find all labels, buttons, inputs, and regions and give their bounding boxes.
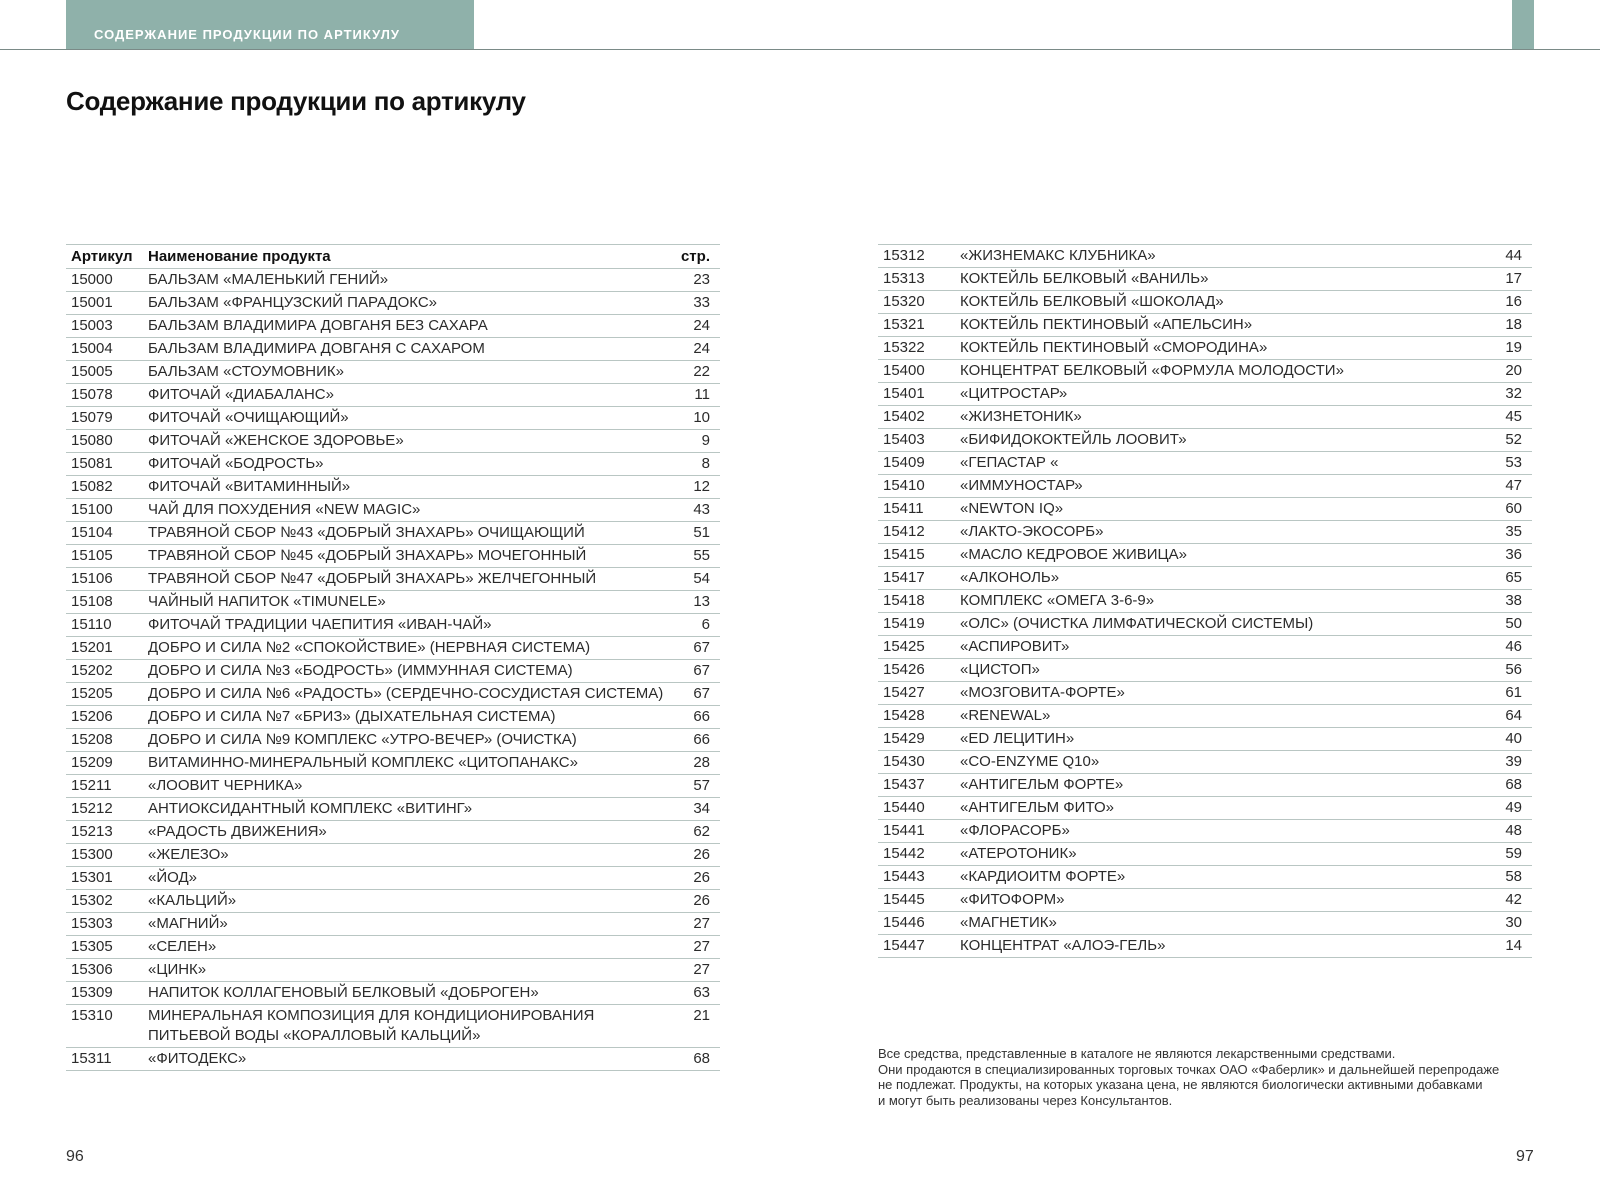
product-table-left xyxy=(66,244,720,1071)
product-name: КОКТЕЙЛЬ ПЕКТИНОВЫЙ «АПЕЛЬСИН» xyxy=(955,314,1477,337)
table-row xyxy=(66,338,720,361)
product-name: «ЖИЗНЕМАКС КЛУБНИКА» xyxy=(955,245,1477,268)
product-code: 15078 xyxy=(66,384,143,407)
product-code: 15081 xyxy=(66,453,143,476)
product-name: «ЖЕЛЕЗО» xyxy=(143,844,665,867)
product-code: 15302 xyxy=(66,890,143,913)
product-code: 15321 xyxy=(878,314,955,337)
product-code: 15401 xyxy=(878,383,955,406)
table-row xyxy=(878,866,1532,889)
product-code: 15001 xyxy=(66,292,143,315)
disclaimer xyxy=(878,1046,1528,1108)
column-header-name: Наименование продукта xyxy=(143,245,665,269)
page-number-left: 96 xyxy=(66,1148,84,1165)
product-name: АНТИОКСИДАНТНЫЙ КОМПЛЕКС «ВИТИНГ» xyxy=(143,798,665,821)
product-page: 55 xyxy=(665,545,720,568)
product-code: 15427 xyxy=(878,682,955,705)
product-code: 15412 xyxy=(878,521,955,544)
product-page: 27 xyxy=(665,913,720,936)
table-row xyxy=(66,775,720,798)
product-code: 15309 xyxy=(66,982,143,1005)
product-page: 48 xyxy=(1477,820,1532,843)
product-page: 49 xyxy=(1477,797,1532,820)
product-name: «ЦИТРОСТАР» xyxy=(955,383,1477,406)
table-row xyxy=(66,315,720,338)
table-row xyxy=(66,752,720,775)
product-name: БАЛЬЗАМ «ФРАНЦУЗСКИЙ ПАРАДОКС» xyxy=(143,292,665,315)
table-row xyxy=(878,797,1532,820)
product-code: 15442 xyxy=(878,843,955,866)
table-row xyxy=(878,498,1532,521)
column-header-code: Артикул xyxy=(66,245,143,269)
product-code: 15201 xyxy=(66,637,143,660)
product-page: 18 xyxy=(1477,314,1532,337)
page-title: Содержание продукции по артикулу xyxy=(66,86,526,116)
table-row xyxy=(878,843,1532,866)
product-page: 38 xyxy=(1477,590,1532,613)
product-name: ДОБРО И СИЛА №6 «РАДОСТЬ» (СЕРДЕЧНО-СОСУДИСТАЯ СИСТЕМА) xyxy=(143,683,665,706)
product-page: 21 xyxy=(665,1005,720,1048)
product-page: 26 xyxy=(665,867,720,890)
table-row xyxy=(878,659,1532,682)
product-page: 22 xyxy=(665,361,720,384)
product-code: 15429 xyxy=(878,728,955,751)
product-code: 15004 xyxy=(66,338,143,361)
product-page: 10 xyxy=(665,407,720,430)
product-name: ЧАЙНЫЙ НАПИТОК «TIMUNELE» xyxy=(143,591,665,614)
table-row xyxy=(66,890,720,913)
product-code: 15312 xyxy=(878,245,955,268)
section-header-tab xyxy=(66,0,474,50)
product-code: 15440 xyxy=(878,797,955,820)
product-name: КОНЦЕНТРАТ «АЛОЭ-ГЕЛЬ» xyxy=(955,935,1477,958)
product-page: 19 xyxy=(1477,337,1532,360)
product-page: 16 xyxy=(1477,291,1532,314)
product-code: 15209 xyxy=(66,752,143,775)
table-row xyxy=(66,430,720,453)
table-row xyxy=(878,682,1532,705)
product-page: 56 xyxy=(1477,659,1532,682)
table-row xyxy=(66,913,720,936)
product-page: 24 xyxy=(665,338,720,361)
product-page: 13 xyxy=(665,591,720,614)
table-row xyxy=(878,429,1532,452)
product-name: КОКТЕЙЛЬ ПЕКТИНОВЫЙ «СМОРОДИНА» xyxy=(955,337,1477,360)
product-name: «ЙОД» xyxy=(143,867,665,890)
product-name: КОКТЕЙЛЬ БЕЛКОВЫЙ «ШОКОЛАД» xyxy=(955,291,1477,314)
product-page: 51 xyxy=(665,522,720,545)
product-code: 15003 xyxy=(66,315,143,338)
product-code: 15202 xyxy=(66,660,143,683)
product-name: «ЦИСТОП» xyxy=(955,659,1477,682)
product-page: 44 xyxy=(1477,245,1532,268)
product-name: БАЛЬЗАМ «МАЛЕНЬКИЙ ГЕНИЙ» xyxy=(143,269,665,292)
product-name: КОМПЛЕКС «ОМЕГА 3-6-9» xyxy=(955,590,1477,613)
product-page: 67 xyxy=(665,660,720,683)
product-code: 15428 xyxy=(878,705,955,728)
table-row xyxy=(878,935,1532,958)
product-code: 15208 xyxy=(66,729,143,752)
product-code: 15300 xyxy=(66,844,143,867)
table-row xyxy=(66,522,720,545)
product-name: «ЖИЗНЕТОНИК» xyxy=(955,406,1477,429)
product-page: 63 xyxy=(665,982,720,1005)
product-page: 47 xyxy=(1477,475,1532,498)
product-page: 17 xyxy=(1477,268,1532,291)
product-code: 15410 xyxy=(878,475,955,498)
product-page: 67 xyxy=(665,683,720,706)
product-name: «ФЛОРАСОРБ» xyxy=(955,820,1477,843)
table-row xyxy=(878,751,1532,774)
product-code: 15079 xyxy=(66,407,143,430)
product-code: 15313 xyxy=(878,268,955,291)
product-name: «ЛООВИТ ЧЕРНИКА» xyxy=(143,775,665,798)
product-page: 35 xyxy=(1477,521,1532,544)
table-row xyxy=(66,499,720,522)
product-name: «АНТИГЕЛЬМ ФИТО» xyxy=(955,797,1477,820)
product-name: ДОБРО И СИЛА №3 «БОДРОСТЬ» (ИММУННАЯ СИСТЕМА) xyxy=(143,660,665,683)
product-name: «ЛАКТО-ЭКОСОРБ» xyxy=(955,521,1477,544)
product-code: 15106 xyxy=(66,568,143,591)
product-name: «ГЕПАСТАР « xyxy=(955,452,1477,475)
product-page: 66 xyxy=(665,729,720,752)
product-code: 15430 xyxy=(878,751,955,774)
table-row xyxy=(66,821,720,844)
product-code: 15447 xyxy=(878,935,955,958)
table-row xyxy=(878,337,1532,360)
product-code: 15322 xyxy=(878,337,955,360)
product-code: 15445 xyxy=(878,889,955,912)
product-code: 15005 xyxy=(66,361,143,384)
product-page: 61 xyxy=(1477,682,1532,705)
table-row xyxy=(66,407,720,430)
disclaimer-line: не подлежат. Продукты, на которых указана цена, не являются биологически активными добавками xyxy=(878,1077,1483,1092)
table-row xyxy=(66,591,720,614)
product-page: 67 xyxy=(665,637,720,660)
product-page: 6 xyxy=(665,614,720,637)
table-row xyxy=(878,912,1532,935)
table-row xyxy=(878,590,1532,613)
product-code: 15212 xyxy=(66,798,143,821)
table-row xyxy=(66,545,720,568)
product-name: «ОЛС» (ОЧИСТКА ЛИМФАТИЧЕСКОЙ СИСТЕМЫ) xyxy=(955,613,1477,636)
disclaimer-line: и могут быть реализованы через Консультантов. xyxy=(878,1092,1173,1108)
table-row xyxy=(66,637,720,660)
table-row xyxy=(878,314,1532,337)
table-row xyxy=(878,705,1532,728)
product-name: «ФИТОФОРМ» xyxy=(955,889,1477,912)
product-name: ТРАВЯНОЙ СБОР №43 «ДОБРЫЙ ЗНАХАРЬ» ОЧИЩАЮЩИЙ xyxy=(143,522,665,545)
product-name: «АСПИРОВИТ» xyxy=(955,636,1477,659)
table-row xyxy=(878,291,1532,314)
product-code: 15205 xyxy=(66,683,143,706)
product-name: «АЛКОНОЛЬ» xyxy=(955,567,1477,590)
product-code: 15446 xyxy=(878,912,955,935)
product-name: «ФИТОДЕКС» xyxy=(143,1048,665,1071)
product-page: 45 xyxy=(1477,406,1532,429)
product-page: 9 xyxy=(665,430,720,453)
product-page: 68 xyxy=(665,1048,720,1071)
product-code: 15400 xyxy=(878,360,955,383)
table-row xyxy=(66,936,720,959)
product-name: ФИТОЧАЙ ТРАДИЦИИ ЧАЕПИТИЯ «ИВАН-ЧАЙ» xyxy=(143,614,665,637)
product-page: 58 xyxy=(1477,866,1532,889)
product-code: 15409 xyxy=(878,452,955,475)
table-row xyxy=(878,613,1532,636)
product-name: «NEWTON IQ» xyxy=(955,498,1477,521)
product-page: 32 xyxy=(1477,383,1532,406)
product-name: ДОБРО И СИЛА №9 КОМПЛЕКС «УТРО-ВЕЧЕР» (ОЧИСТКА) xyxy=(143,729,665,752)
product-page: 27 xyxy=(665,959,720,982)
product-page: 12 xyxy=(665,476,720,499)
product-page: 42 xyxy=(1477,889,1532,912)
product-code: 15211 xyxy=(66,775,143,798)
table-row xyxy=(878,774,1532,797)
product-page: 26 xyxy=(665,890,720,913)
product-name: ФИТОЧАЙ «ВИТАМИННЫЙ» xyxy=(143,476,665,499)
product-code: 15082 xyxy=(66,476,143,499)
table-row xyxy=(878,360,1532,383)
product-page: 57 xyxy=(665,775,720,798)
product-name: «РАДОСТЬ ДВИЖЕНИЯ» xyxy=(143,821,665,844)
product-code: 15000 xyxy=(66,269,143,292)
table-row xyxy=(66,568,720,591)
product-page: 33 xyxy=(665,292,720,315)
disclaimer-line: Они продаются в специализированных торговых точках ОАО «Фаберлик» и дальнейшей перепродаже xyxy=(878,1061,1500,1077)
table-row xyxy=(878,567,1532,590)
product-page: 24 xyxy=(665,315,720,338)
product-name: «КАЛЬЦИЙ» xyxy=(143,890,665,913)
product-code: 15080 xyxy=(66,430,143,453)
product-name: «КАРДИОИТМ ФОРТЕ» xyxy=(955,866,1477,889)
disclaimer-line: Все средства, представленные в каталоге не являются лекарственными средствами. xyxy=(878,1046,1396,1061)
product-name: ДОБРО И СИЛА №2 «СПОКОЙСТВИЕ» (НЕРВНАЯ СИСТЕМА) xyxy=(143,637,665,660)
header-rule xyxy=(0,49,1600,50)
table-row xyxy=(878,544,1532,567)
product-name: «АНТИГЕЛЬМ ФОРТЕ» xyxy=(955,774,1477,797)
product-name: «СЕЛЕН» xyxy=(143,936,665,959)
table-row xyxy=(66,292,720,315)
product-page: 36 xyxy=(1477,544,1532,567)
product-code: 15320 xyxy=(878,291,955,314)
page-number-right: 97 xyxy=(1516,1148,1534,1165)
product-page: 64 xyxy=(1477,705,1532,728)
product-name: ВИТАМИННО-МИНЕРАЛЬНЫЙ КОМПЛЕКС «ЦИТОПАНАКС» xyxy=(143,752,665,775)
table-row xyxy=(66,706,720,729)
product-page: 65 xyxy=(1477,567,1532,590)
product-table-left-body xyxy=(66,269,720,1071)
product-code: 15206 xyxy=(66,706,143,729)
product-name: ФИТОЧАЙ «ЖЕНСКОЕ ЗДОРОВЬЕ» xyxy=(143,430,665,453)
product-page: 14 xyxy=(1477,935,1532,958)
table-row xyxy=(66,269,720,292)
product-name: «МАСЛО КЕДРОВОЕ ЖИВИЦА» xyxy=(955,544,1477,567)
table-row xyxy=(878,268,1532,291)
table-row xyxy=(66,1005,720,1048)
table-row xyxy=(66,660,720,683)
table-row xyxy=(66,384,720,407)
product-code: 15418 xyxy=(878,590,955,613)
product-page: 52 xyxy=(1477,429,1532,452)
product-name: БАЛЬЗАМ ВЛАДИМИРА ДОВГАНЯ БЕЗ САХАРА xyxy=(143,315,665,338)
product-name: ТРАВЯНОЙ СБОР №47 «ДОБРЫЙ ЗНАХАРЬ» ЖЕЛЧЕГОННЫЙ xyxy=(143,568,665,591)
product-code: 15426 xyxy=(878,659,955,682)
column-header-page: стр. xyxy=(665,245,720,269)
product-page: 23 xyxy=(665,269,720,292)
product-name: БАЛЬЗАМ ВЛАДИМИРА ДОВГАНЯ С САХАРОМ xyxy=(143,338,665,361)
product-code: 15411 xyxy=(878,498,955,521)
section-label: СОДЕРЖАНИЕ ПРОДУКЦИИ ПО АРТИКУЛУ xyxy=(94,27,400,42)
product-name: КОНЦЕНТРАТ БЕЛКОВЫЙ «ФОРМУЛА МОЛОДОСТИ» xyxy=(955,360,1477,383)
product-code: 15311 xyxy=(66,1048,143,1071)
table-row xyxy=(878,636,1532,659)
product-name: ЧАЙ ДЛЯ ПОХУДЕНИЯ «NEW MAGIC» xyxy=(143,499,665,522)
product-code: 15108 xyxy=(66,591,143,614)
product-page: 30 xyxy=(1477,912,1532,935)
product-name: ТРАВЯНОЙ СБОР №45 «ДОБРЫЙ ЗНАХАРЬ» МОЧЕГОННЫЙ xyxy=(143,545,665,568)
product-code: 15419 xyxy=(878,613,955,636)
product-table-right-body xyxy=(878,245,1532,958)
product-code: 15441 xyxy=(878,820,955,843)
product-name: НАПИТОК КОЛЛАГЕНОВЫЙ БЕЛКОВЫЙ «ДОБРОГЕН» xyxy=(143,982,665,1005)
table-row xyxy=(878,383,1532,406)
product-page: 39 xyxy=(1477,751,1532,774)
product-code: 15305 xyxy=(66,936,143,959)
product-name: «МАГНЕТИК» xyxy=(955,912,1477,935)
product-code: 15301 xyxy=(66,867,143,890)
product-name: БАЛЬЗАМ «СТОУМОВНИК» xyxy=(143,361,665,384)
table-row xyxy=(66,1048,720,1071)
product-code: 15402 xyxy=(878,406,955,429)
table-row xyxy=(66,614,720,637)
product-name: «ED ЛЕЦИТИН» xyxy=(955,728,1477,751)
product-page: 60 xyxy=(1477,498,1532,521)
product-code: 15425 xyxy=(878,636,955,659)
product-page: 20 xyxy=(1477,360,1532,383)
product-code: 15437 xyxy=(878,774,955,797)
product-page: 43 xyxy=(665,499,720,522)
product-code: 15104 xyxy=(66,522,143,545)
product-page: 34 xyxy=(665,798,720,821)
product-page: 8 xyxy=(665,453,720,476)
product-code: 15105 xyxy=(66,545,143,568)
product-page: 53 xyxy=(1477,452,1532,475)
product-page: 27 xyxy=(665,936,720,959)
product-page: 68 xyxy=(1477,774,1532,797)
product-name: «МОЗГОВИТА-ФОРТЕ» xyxy=(955,682,1477,705)
product-page: 62 xyxy=(665,821,720,844)
product-page: 28 xyxy=(665,752,720,775)
product-name: ДОБРО И СИЛА №7 «БРИЗ» (ДЫХАТЕЛЬНАЯ СИСТЕМА) xyxy=(143,706,665,729)
product-name: «CO-ENZYME Q10» xyxy=(955,751,1477,774)
product-page: 11 xyxy=(665,384,720,407)
product-page: 26 xyxy=(665,844,720,867)
table-row xyxy=(66,476,720,499)
product-name: ФИТОЧАЙ «ОЧИЩАЮЩИЙ» xyxy=(143,407,665,430)
product-name: ФИТОЧАЙ «ДИАБАЛАНС» xyxy=(143,384,665,407)
product-name: «МАГНИЙ» xyxy=(143,913,665,936)
table-row xyxy=(878,452,1532,475)
table-row xyxy=(66,798,720,821)
table-row xyxy=(878,889,1532,912)
table-row xyxy=(66,683,720,706)
product-name: КОКТЕЙЛЬ БЕЛКОВЫЙ «ВАНИЛЬ» xyxy=(955,268,1477,291)
table-row xyxy=(66,453,720,476)
table-row xyxy=(66,867,720,890)
product-page: 66 xyxy=(665,706,720,729)
product-code: 15443 xyxy=(878,866,955,889)
product-name: «RENEWAL» xyxy=(955,705,1477,728)
table-row xyxy=(66,982,720,1005)
product-code: 15110 xyxy=(66,614,143,637)
table-row xyxy=(878,820,1532,843)
table-header-row xyxy=(66,245,720,269)
product-name: «ЦИНК» xyxy=(143,959,665,982)
table-row xyxy=(878,521,1532,544)
product-code: 15403 xyxy=(878,429,955,452)
product-code: 15417 xyxy=(878,567,955,590)
table-row xyxy=(66,959,720,982)
product-name: «БИФИДОКОКТЕЙЛЬ ЛООВИТ» xyxy=(955,429,1477,452)
table-row xyxy=(878,475,1532,498)
product-code: 15310 xyxy=(66,1005,143,1048)
product-table-right xyxy=(878,244,1532,958)
table-row xyxy=(878,728,1532,751)
product-page: 50 xyxy=(1477,613,1532,636)
product-page: 40 xyxy=(1477,728,1532,751)
product-code: 15306 xyxy=(66,959,143,982)
product-name: «ИММУНОСТАР» xyxy=(955,475,1477,498)
product-page: 59 xyxy=(1477,843,1532,866)
product-code: 15100 xyxy=(66,499,143,522)
header-accent-bar xyxy=(1512,0,1534,50)
table-row xyxy=(66,729,720,752)
product-name: МИНЕРАЛЬНАЯ КОМПОЗИЦИЯ ДЛЯ КОНДИЦИОНИРОВАНИЯ ПИТЬЕВОЙ ВОДЫ «КОРАЛЛОВЫЙ КАЛЬЦИЙ» xyxy=(143,1005,665,1048)
product-code: 15415 xyxy=(878,544,955,567)
table-row xyxy=(878,245,1532,268)
product-name: «АТЕРОТОНИК» xyxy=(955,843,1477,866)
product-name: ФИТОЧАЙ «БОДРОСТЬ» xyxy=(143,453,665,476)
product-page: 46 xyxy=(1477,636,1532,659)
table-row xyxy=(66,844,720,867)
table-row xyxy=(878,406,1532,429)
product-code: 15213 xyxy=(66,821,143,844)
product-page: 54 xyxy=(665,568,720,591)
product-code: 15303 xyxy=(66,913,143,936)
table-row xyxy=(66,361,720,384)
